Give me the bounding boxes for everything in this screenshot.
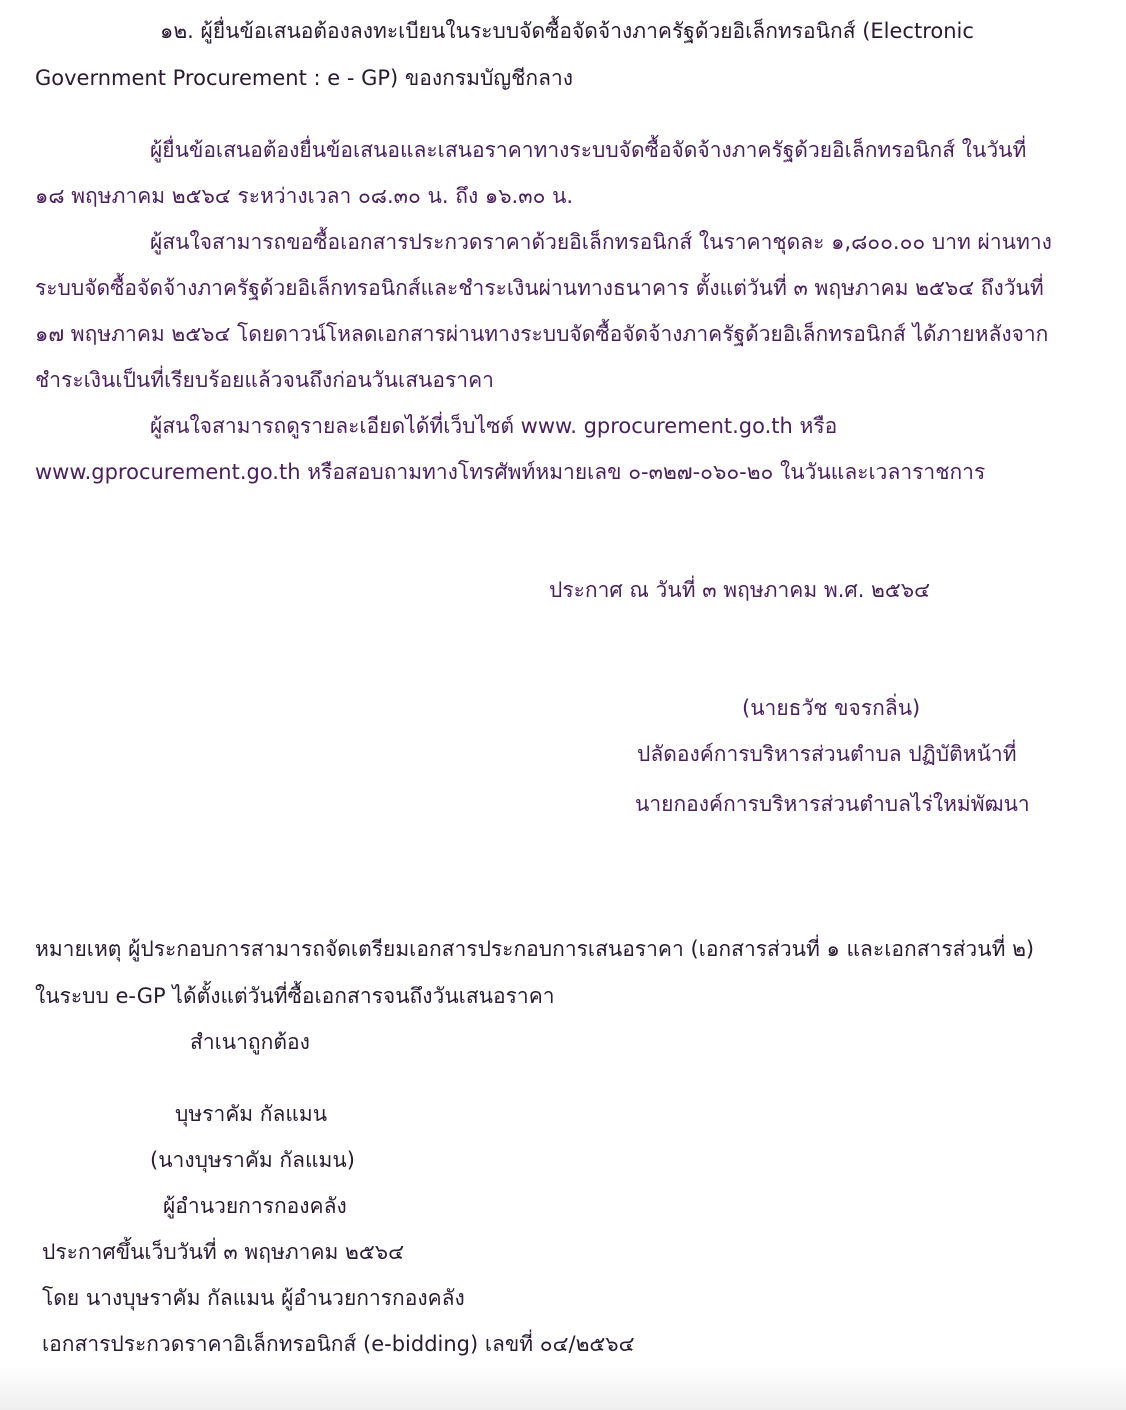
- announce-date: ประกาศ ณ วันที่ ๓ พฤษภาคม พ.ศ. ๒๕๖๔: [549, 578, 931, 602]
- purchase-line2: ระบบจัดซื้อจัดจ้างภาครัฐด้วยอิเล็กทรอนิกส์และชำระเงินผ่านทางธนาคาร ตั้งแต่วันที่ ๓ พฤษภาคม ๒๕๖๔ ถึงวันที่: [35, 276, 1044, 300]
- page-bottom-shade: [0, 1366, 1126, 1410]
- purchase-line4: ชำระเงินเป็นที่เรียบร้อยแล้วจนถึงก่อนวันเสนอราคา: [35, 368, 494, 392]
- purchase-line1: ผู้สนใจสามารถขอซื้อเอกสารประกวดราคาด้วยอิเล็กทรอนิกส์ ในราคาชุดละ ๑,๘๐๐.๐๐ บาท ผ่านทาง: [150, 230, 1052, 254]
- footer-posted: ประกาศขึ้นเว็บวันที่ ๓ พฤษภาคม ๒๕๖๔: [42, 1240, 404, 1264]
- item12-line2: Government Procurement : e - GP) ของกรมบัญชีกลาง: [35, 66, 574, 90]
- footer-doc-number: เอกสารประกวดราคาอิเล็กทรอนิกส์ (e-bidding) เลขที่ ๐๔/๒๕๖๔: [42, 1332, 635, 1356]
- purchase-line3: ๑๗ พฤษภาคม ๒๕๖๔ โดยดาวน์โหลดเอกสารผ่านทางระบบจัดซื้อจัดจ้างภาครัฐด้วยอิเล็กทรอนิกส์ ได้ภายหลังจาก: [35, 322, 1049, 346]
- signatory-position-2: นายกองค์การบริหารส่วนตำบลไร่ใหม่พัฒนา: [635, 792, 1030, 816]
- footer-by: โดย นางบุษราคัม กัลแมน ผู้อำนวยการกองคลัง: [42, 1286, 465, 1310]
- certified-signer: บุษราคัม กัลแมน: [175, 1102, 328, 1126]
- certified-position: ผู้อำนวยการกองคลัง: [163, 1194, 347, 1218]
- note-line2: ในระบบ e-GP ได้ตั้งแต่วันที่ซื้อเอกสารจนถึงวันเสนอราคา: [35, 984, 555, 1008]
- submission-line1: ผู้ยื่นข้อเสนอต้องยื่นข้อเสนอและเสนอราคาทางระบบจัดซื้อจัดจ้างภาครัฐด้วยอิเล็กทรอนิกส์ ในวันที่: [150, 138, 1027, 162]
- certified-name: (นางบุษราคัม กัลแมน): [150, 1148, 355, 1172]
- contact-line2: www.gprocurement.go.th หรือสอบถามทางโทรศัพท์หมายเลข ๐-๓๒๗-๐๖๐-๒๐ ในวันและเวลาราชการ: [35, 460, 986, 484]
- submission-line2: ๑๘ พฤษภาคม ๒๕๖๔ ระหว่างเวลา ๐๘.๓๐ น. ถึง ๑๖.๓๐ น.: [35, 184, 574, 208]
- certified-label: สำเนาถูกต้อง: [190, 1030, 310, 1054]
- signatory-name: (นายธวัช ขจรกลิ่น): [742, 696, 921, 720]
- note-line1: หมายเหตุ ผู้ประกอบการสามารถจัดเตรียมเอกสารประกอบการเสนอราคา (เอกสารส่วนที่ ๑ และเอกสารส่วนที่ ๒): [35, 937, 1035, 961]
- contact-line1: ผู้สนใจสามารถดูรายละเอียดได้ที่เว็บไซต์ www. gprocurement.go.th หรือ: [150, 414, 838, 438]
- item12-line1: ๑๒. ผู้ยื่นข้อเสนอต้องลงทะเบียนในระบบจัดซื้อจัดจ้างภาครัฐด้วยอิเล็กทรอนิกส์ (Electronic: [160, 19, 974, 43]
- signatory-position-1: ปลัดองค์การบริหารส่วนตำบล ปฏิบัติหน้าที่: [637, 742, 1017, 766]
